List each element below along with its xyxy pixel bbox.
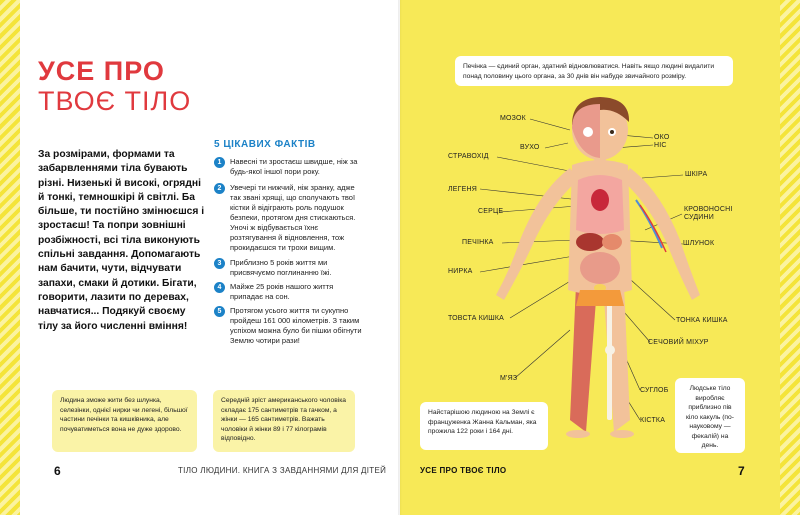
fact-number-badge: 3 bbox=[214, 258, 225, 269]
label-small-intestine: ТОНКА КИШКА bbox=[676, 317, 728, 324]
fact-item bbox=[214, 282, 364, 302]
knee-joint bbox=[605, 345, 615, 355]
fact-item bbox=[214, 183, 364, 253]
fact-text: Навесні ти зростаєш швидше, ніж за будь-якої іншої пори року. bbox=[230, 157, 358, 176]
right-zigzag-border bbox=[780, 0, 800, 515]
liver bbox=[576, 233, 604, 251]
left-leg-muscle bbox=[570, 285, 596, 432]
stomach bbox=[602, 234, 622, 250]
label-esophagus: СТРАВОХІД bbox=[448, 153, 489, 160]
label-large-intestine: ТОВСТА КИШКА bbox=[448, 315, 504, 322]
label-joint: СУГЛОБ bbox=[640, 387, 669, 394]
fact-text: Приблизно 5 років життя ми присвячуємо поглинанню їжі. bbox=[230, 258, 332, 277]
left-foot bbox=[566, 430, 590, 438]
label-heart: СЕРЦЕ bbox=[478, 208, 504, 215]
label-kidney: НИРКА bbox=[448, 268, 473, 275]
fact-number-badge: 2 bbox=[214, 183, 225, 194]
fact-item bbox=[214, 157, 364, 177]
fact-text: Увечері ти нижчий, ніж зранку, адже так звані хрящі, що сполучають твої кістки й відіграють роль подушок безпеки, протягом дня стискаються. Уночі ж відбувається їхнє розтягування й відновлення, тож прокидаєшся ти трохи вищим. bbox=[230, 183, 356, 252]
page-title-line2: ТВОЄ ТІЛО bbox=[38, 86, 192, 116]
label-ear: ВУХО bbox=[520, 144, 540, 151]
fact-number-badge: 1 bbox=[214, 157, 225, 168]
note-oldest-person: Найстарішою людиною на Землі є француженка Жанна Кальман, яка прожила 122 роки і 164 дні. bbox=[420, 402, 548, 450]
footer-book-title: ТІЛО ЛЮДИНИ. КНИГА З ЗАВДАННЯМИ ДЛЯ ДІТЕЙ bbox=[178, 466, 387, 475]
right-arm bbox=[622, 168, 700, 300]
label-bladder: СЕЧОВИЙ МІХУР bbox=[648, 339, 709, 346]
leg-bone bbox=[607, 300, 612, 420]
left-zigzag-border bbox=[0, 0, 20, 515]
fact-number-badge: 4 bbox=[214, 282, 225, 293]
page-number-left: 6 bbox=[54, 464, 61, 478]
label-muscle: М'ЯЗ bbox=[500, 375, 518, 382]
intestines bbox=[580, 252, 620, 284]
label-stomach: ШЛУНОК bbox=[683, 240, 715, 247]
facts-title: 5 ЦІКАВИХ ФАКТІВ bbox=[214, 139, 316, 150]
label-eye: ОКО bbox=[654, 134, 670, 141]
label-bone: КІСТКА bbox=[640, 417, 666, 424]
page-number-right: 7 bbox=[738, 464, 745, 478]
label-skin: ШКІРА bbox=[685, 171, 708, 178]
right-foot bbox=[610, 430, 634, 438]
label-nose: НІС bbox=[654, 142, 667, 149]
fact-text: Майже 25 років нашого життя припадає на сон. bbox=[230, 282, 334, 301]
intro-text: За розмірами, формами та забарвленнями тіла бувають різні. Низенькі й високі, огрядні й тонкі, темношкірі й світлі. Ба більше, ти постійно змінюєшся і зростаєш! Та попри зовнішні розбіжності, всі тіла виконують спільні завдання. Допомагають нам бачити, чути, відчувати запахи, смаки й дотики. Бігати, говорити, лазити по деревах, навчатися... Подякуй своєму тілу за його численні вміння! bbox=[38, 149, 205, 332]
page-title-line1: УСЕ ПРО bbox=[38, 56, 165, 86]
label-brain: МОЗОК bbox=[500, 115, 526, 122]
label-blood-vessels: КРОВОНОСНІ СУДИНИ bbox=[684, 206, 733, 221]
pupil bbox=[610, 130, 614, 134]
fact-number-badge: 5 bbox=[214, 306, 225, 317]
label-liver: ПЕЧІНКА bbox=[462, 239, 494, 246]
footer-section-title: УСЕ ПРО ТВОЄ ТІЛО bbox=[420, 466, 507, 475]
fact-item bbox=[214, 258, 364, 278]
label-lungs: ЛЕГЕНЯ bbox=[448, 186, 478, 193]
left-arm bbox=[496, 168, 578, 300]
fact-text: Протягом усього життя ти сукупно пройдеш 161 000 кілометрів. З таким успіхом можна було би пішки обігнути Землю чотири рази! bbox=[230, 306, 362, 345]
note-height: Середній зріст американського чоловіка складає 175 сантиметрів та гачком, а жінки — 165 сантиметрів. Важать чоловіки й жінки 89 і 77 кілограмів відповідно. bbox=[213, 390, 355, 452]
eye-icon bbox=[583, 127, 593, 137]
heart bbox=[591, 189, 609, 211]
shorts bbox=[576, 290, 624, 306]
fact-item bbox=[214, 306, 364, 346]
note-body-fact: Людське тіло виробляє приблизно пів кіло какуль (по-науковому — фекалій) на день. bbox=[675, 378, 745, 453]
note-organs: Людина зможе жити без шлунка, селезінки, однієї нирки чи легені, більшої частини печінки та кишківника, але почуватиметься вона не дуже здорово. bbox=[52, 390, 197, 452]
note-liver: Печінка — єдиний орган, здатний відновлюватися. Навіть якщо людині видалити понад половину цього органа, за 30 днів він набуде звичайного розміру. bbox=[455, 56, 733, 86]
